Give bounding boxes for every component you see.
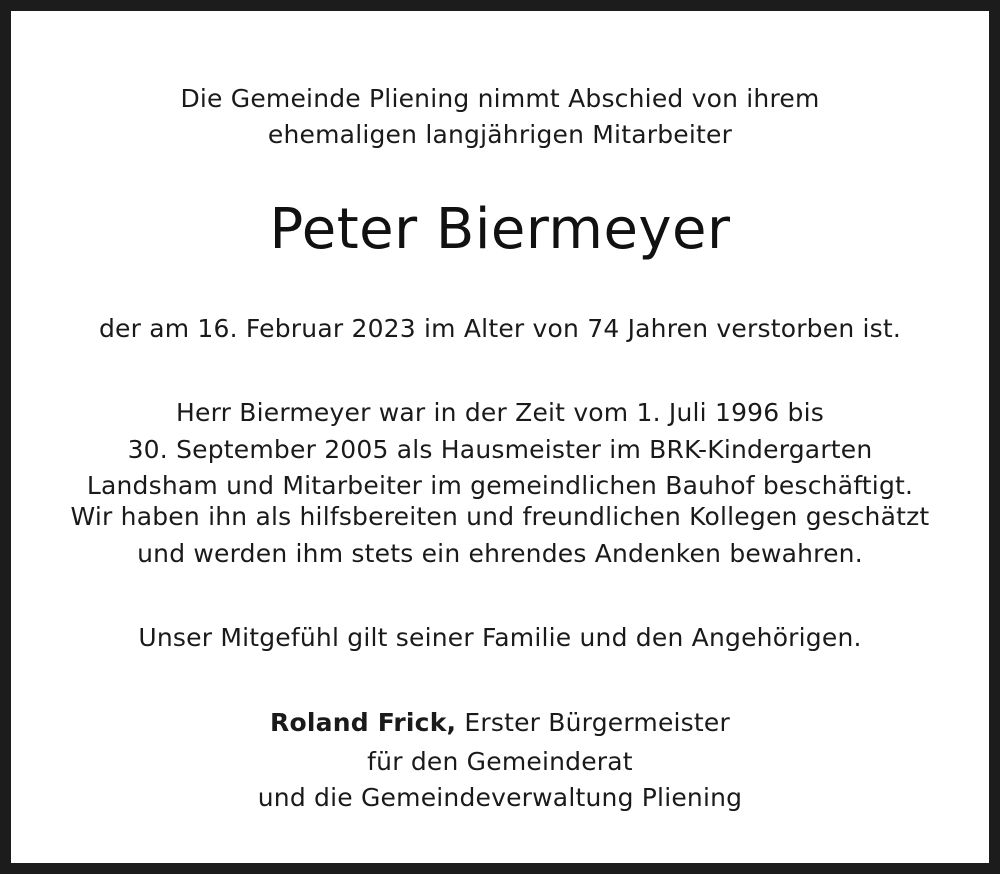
death-info: der am 16. Februar 2023 im Alter von 74 Jahren verstorben ist. (98, 314, 902, 343)
signature-line-2: für den Gemeinderat (367, 747, 633, 776)
deceased-name: Peter Biermeyer (269, 197, 731, 262)
body-line-2: 30. September 2005 als Hausmeister im BRK-Kindergarten (127, 435, 873, 464)
intro-line-2: ehemaligen langjährigen Mitarbeiter (267, 120, 733, 149)
body-line-5: und werden ihm stets ein ehrendes Andenken bewahren. (137, 539, 863, 568)
signatory-title: Erster Bürgermeister (456, 708, 730, 737)
signature-line-3: und die Gemeindeverwaltung Pliening (257, 783, 743, 812)
intro-line-1: Die Gemeinde Pliening nimmt Abschied von ihrem (180, 84, 820, 113)
body-line-1: Herr Biermeyer war in der Zeit vom 1. Juli 1996 bis (176, 398, 824, 427)
signatory-name: Roland Frick, (270, 708, 457, 737)
condolence-text: Unser Mitgefühl gilt seiner Familie und den Angehörigen. (138, 623, 862, 652)
body-line-3: Landsham und Mitarbeiter im gemeindlichen Bauhof beschäftigt. (86, 471, 914, 500)
signature-line-1 (11, 705, 989, 741)
body-line-4: Wir haben ihn als hilfsbereiten und freundlichen Kollegen geschätzt (70, 502, 930, 531)
